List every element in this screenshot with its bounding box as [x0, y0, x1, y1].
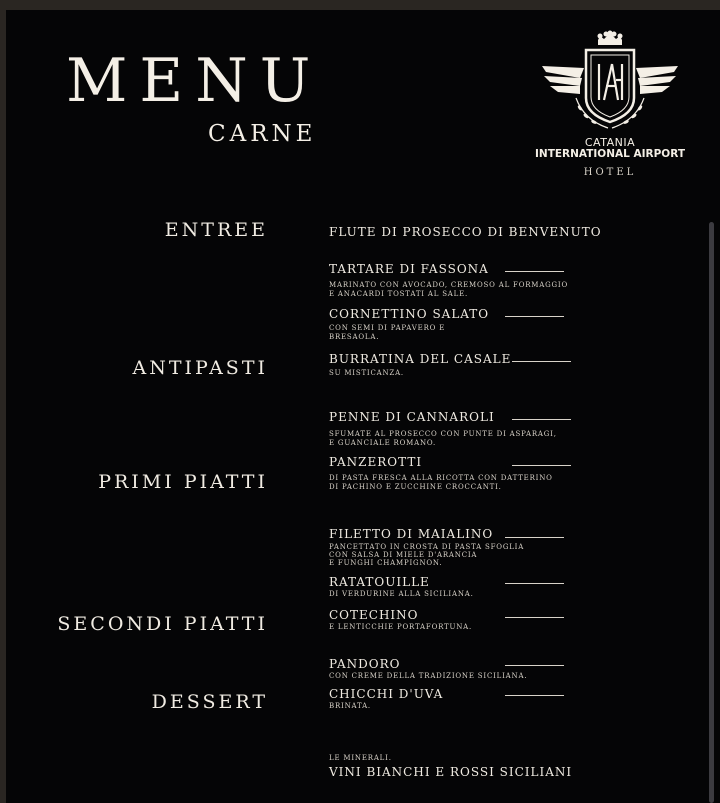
dish-tartare-desc: E ANACARDI TOSTATI AL SALE.	[329, 290, 469, 298]
divider	[512, 419, 571, 420]
hotel-logo	[536, 28, 684, 188]
dish-penne-desc: SFUMATE AL PROSECCO CON PUNTE DI ASPARAGI,	[329, 430, 557, 438]
logo-hotel: HOTEL	[583, 167, 637, 178]
dish-chicchi-desc: BRINATA.	[329, 702, 371, 710]
section-antipasti: ANTIPASTI	[132, 357, 268, 379]
dish-prosecco: FLUTE DI PROSECCO DI BENVENUTO	[329, 225, 602, 239]
menu-subtitle: CARNE	[208, 121, 317, 147]
dish-filetto-desc: PANCETTATO IN CROSTA DI PASTA SFOGLIA	[329, 543, 525, 551]
dish-penne-desc: E GUANCIALE ROMANO.	[329, 439, 437, 447]
dish-burratina-desc: SU MISTICANZA.	[329, 369, 404, 377]
dish-filetto-desc: CON SALSA DI MIELE D'ARANCIA	[329, 551, 478, 559]
divider	[505, 665, 564, 666]
dish-cotechino-name: COTECHINO	[329, 608, 419, 622]
scrollbar[interactable]	[709, 222, 714, 803]
section-primi-piatti: PRIMI PIATTI	[98, 471, 268, 493]
logo-city: CATANIA	[584, 136, 636, 149]
divider	[505, 583, 564, 584]
drinks-water: LE MINERALI.	[329, 754, 392, 762]
crest-icon	[536, 28, 684, 136]
dish-filetto-name: FILETTO DI MAIALINO	[329, 527, 494, 541]
dish-cornettino-desc: BRESAOLA.	[329, 333, 380, 341]
divider	[505, 271, 564, 272]
divider	[512, 361, 571, 362]
dish-cotechino-desc: E LENTICCHIE PORTAFORTUNA.	[329, 623, 473, 631]
dish-filetto-desc: E FUNGHI CHAMPIGNON.	[329, 559, 443, 567]
dish-cornettino-desc: CON SEMI DI PAPAVERO E	[329, 324, 446, 332]
section-entree: ENTREE	[164, 219, 268, 241]
logo-airport: INTERNATIONAL AIRPORT	[535, 148, 685, 160]
menu-title: MENU	[66, 46, 323, 116]
section-secondi-piatti: SECONDI PIATTI	[57, 613, 268, 635]
dish-ratatouille-desc: DI VERDURINE ALLA SICILIANA.	[329, 590, 474, 598]
section-dessert: DESSERT	[151, 691, 268, 713]
dish-pandoro-name: PANDORO	[329, 657, 401, 671]
drinks-wine: VINI BIANCHI E ROSSI SICILIANI	[329, 765, 573, 779]
dish-penne-name: PENNE DI CANNAROLI	[329, 410, 495, 424]
dish-cornettino-name: CORNETTINO SALATO	[329, 307, 490, 321]
dish-burratina-name: BURRATINA DEL CASALE	[329, 352, 512, 366]
dish-panzerotti-desc: DI PACHINO E ZUCCHINE CROCCANTI.	[329, 483, 502, 491]
dish-chicchi-name: CHICCHI D'UVA	[329, 687, 444, 701]
divider	[512, 465, 571, 466]
dish-tartare-name: TARTARE DI FASSONA	[329, 262, 489, 276]
dish-pandoro-desc: CON CREME DELLA TRADIZIONE SICILIANA.	[329, 672, 528, 680]
divider	[505, 537, 564, 538]
dish-ratatouille-name: RATATOUILLE	[329, 575, 430, 589]
dish-tartare-desc: MARINATO CON AVOCADO, CREMOSO AL FORMAGGIO	[329, 281, 569, 289]
dish-panzerotti-desc: DI PASTA FRESCA ALLA RICOTTA CON DATTERINO	[329, 474, 553, 482]
divider	[505, 695, 564, 696]
divider	[505, 617, 564, 618]
divider	[505, 316, 564, 317]
dish-panzerotti-name: PANZEROTTI	[329, 455, 423, 469]
